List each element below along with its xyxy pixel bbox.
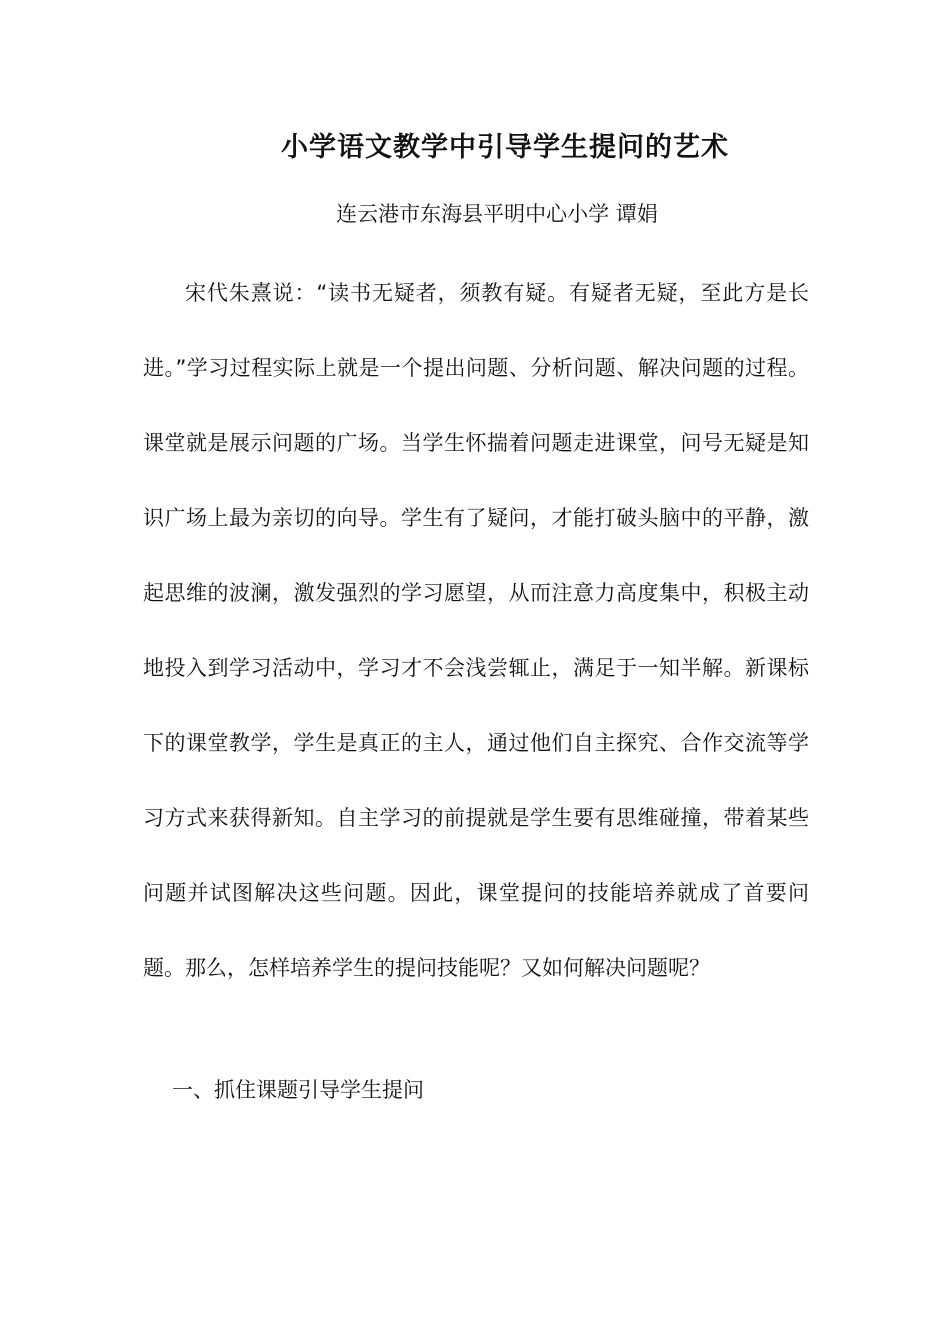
body-paragraph: 宋代朱熹说：“读书无疑者，须教有疑。有疑者无疑，至此方是长进。”学习过程实际上就是一个提出问题、分析问题、解决问题的过程。课堂就是展示问题的广场。当学生怀揣着问题走进课堂，问号无疑是知识广场上最为亲切的向导。学生有了疑问，才能打破头脑中的平静，激起思维的波澜，激发强烈的学习愿望，从而注意力高度集中，积极主动地投入到学习活动中，学习才不会浅尝辄止，满足于一知半解。新课标下的课堂教学，学生是真正的主人，通过他们自主探究、合作交流等学习方式来获得新知。自主学习的前提就是学生要有思维碰撞，带着某些问题并试图解决这些问题。因此，课堂提问的技能培养就成了首要问题。那么，怎样培养学生的提问技能呢？又如何解决问题呢？ — [143, 281, 809, 980]
section-heading: 一、抓住课题引导学生提问 — [172, 1078, 424, 1102]
document-title: 小学语文教学中引导学生提问的艺术 — [281, 132, 729, 163]
author-line: 连云港市东海县平明中心小学 谭娟 — [336, 202, 658, 226]
